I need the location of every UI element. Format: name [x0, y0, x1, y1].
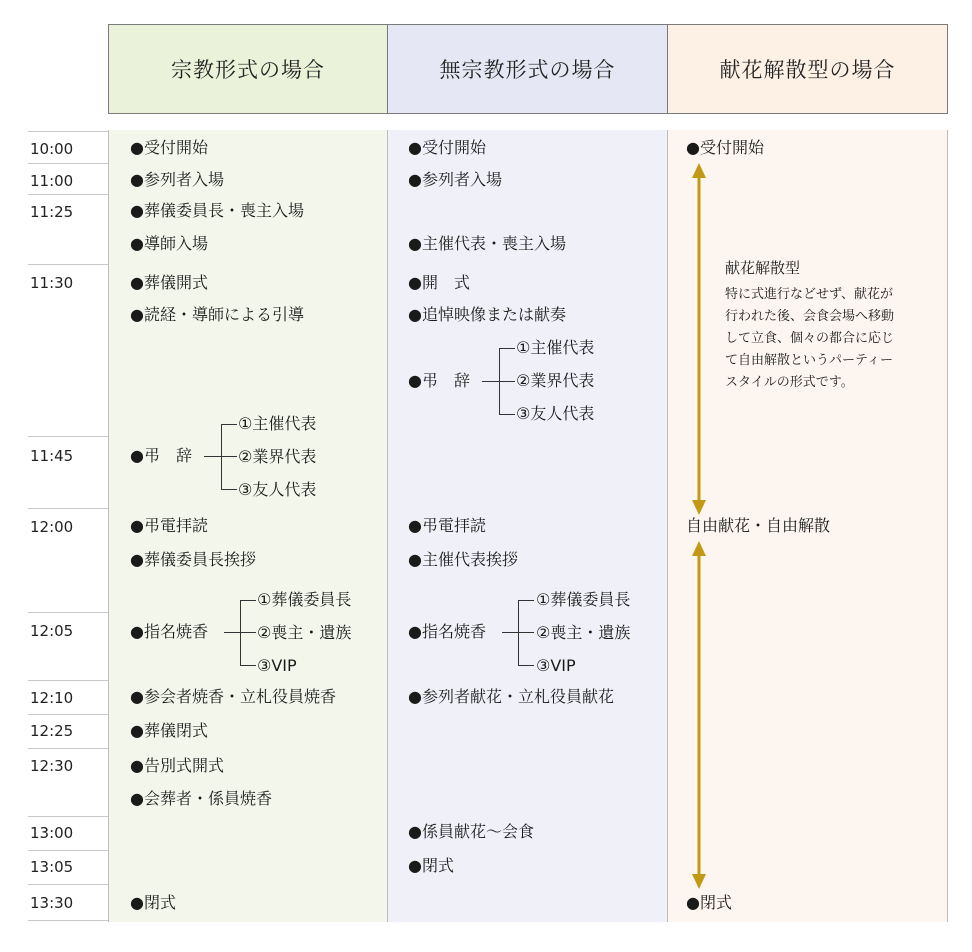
non-religious-incense-sub: ①葬儀委員長: [536, 590, 631, 609]
religious-item: ●読経・導師による引導: [130, 305, 304, 324]
bracket-line: [221, 489, 237, 490]
non-religious-incense-sub: ③VIP: [536, 656, 576, 675]
time-divider: [28, 163, 108, 164]
flower-middle: 自由献花・自由解散: [686, 516, 831, 535]
flower-end: ●閉式: [686, 893, 732, 912]
religious-condolence: ●弔 辞: [130, 446, 192, 465]
time-label: 12:25: [30, 722, 74, 740]
flower-note-title: 献花解散型: [725, 259, 801, 277]
non-religious-item: ●閉式: [408, 856, 454, 875]
religious-item: ●導師入場: [130, 234, 208, 253]
time-divider: [28, 920, 108, 921]
religious-item: ●参列者入場: [130, 170, 224, 189]
religious-incense: ●指名焼香: [130, 622, 208, 641]
religious-item: ●参会者焼香・立札役員焼香: [130, 687, 336, 706]
time-divider: [28, 680, 108, 681]
time-divider: [28, 508, 108, 509]
time-label: 13:30: [30, 894, 74, 912]
bracket-line: [502, 632, 518, 633]
time-label: 11:00: [30, 172, 74, 190]
header-religious: [108, 24, 388, 114]
time-label: 10:00: [30, 140, 74, 158]
header-religious-label: 宗教形式の場合: [171, 58, 325, 82]
non-religious-item: ●開 式: [408, 273, 470, 292]
non-religious-condolence: ●弔 辞: [408, 371, 470, 390]
bracket-line: [240, 600, 256, 601]
time-divider: [28, 194, 108, 195]
religious-item: ●葬儀閉式: [130, 721, 208, 740]
religious-item: ●葬儀委員長・喪主入場: [130, 201, 304, 220]
flower-start: ●受付開始: [686, 138, 764, 157]
time-label: 11:25: [30, 203, 74, 221]
bracket-line: [240, 665, 256, 666]
religious-item: ●弔電拝読: [130, 516, 208, 535]
non-religious-item: ●参列者献花・立札役員献花: [408, 687, 614, 706]
flower-note-line: て自由解散というパーティー: [725, 353, 893, 368]
religious-condolence-sub: ③友人代表: [238, 480, 317, 499]
non-religious-condolence-sub: ①主催代表: [516, 338, 595, 357]
time-label: 13:00: [30, 824, 74, 842]
non-religious-condolence-sub: ②業界代表: [516, 371, 595, 390]
header-flower-label: 献花解散型の場合: [719, 58, 896, 82]
time-divider: [28, 131, 108, 132]
time-divider: [28, 612, 108, 613]
non-religious-condolence-sub: ③友人代表: [516, 404, 595, 423]
bracket-line: [518, 600, 534, 601]
non-religious-item: ●追悼映像または献奏: [408, 305, 566, 324]
bracket-line: [499, 381, 515, 382]
column-divider: [387, 130, 388, 922]
bracket-line: [499, 348, 515, 349]
header-non-religious: [387, 24, 668, 114]
bracket-line: [518, 665, 534, 666]
bracket-line: [518, 632, 534, 633]
time-label: 13:05: [30, 858, 74, 876]
bracket-line: [221, 456, 237, 457]
time-label: 11:45: [30, 447, 74, 465]
flower-note-line: して立食、個々の都合に応じ: [725, 331, 895, 346]
religious-incense-sub: ②喪主・遺族: [257, 623, 352, 642]
header-non-religious-label: 無宗教形式の場合: [439, 58, 616, 82]
time-divider: [28, 714, 108, 715]
timeline-arrow-top: [688, 163, 710, 515]
non-religious-item: ●受付開始: [408, 138, 486, 157]
time-label: 11:30: [30, 274, 74, 292]
religious-incense-sub: ③VIP: [257, 656, 297, 675]
time-divider: [28, 264, 108, 265]
religious-item: ●葬儀委員長挨拶: [130, 550, 256, 569]
non-religious-incense: ●指名焼香: [408, 622, 486, 641]
bracket-line: [204, 456, 221, 457]
non-religious-item: ●参列者入場: [408, 170, 502, 189]
timeline-arrow-bottom: [688, 541, 710, 889]
time-divider: [28, 436, 108, 437]
bracket-line: [482, 381, 499, 382]
column-divider: [667, 130, 668, 922]
time-label: 12:05: [30, 622, 74, 640]
time-divider: [28, 850, 108, 851]
non-religious-item: ●弔電拝読: [408, 516, 486, 535]
bracket-line: [224, 632, 240, 633]
religious-item: ●告別式開式: [130, 756, 224, 775]
bracket-line: [221, 424, 237, 425]
non-religious-item: ●係員献花～会食: [408, 822, 534, 841]
flower-note-line: 特に式進行などせず、献花が: [725, 287, 893, 302]
time-divider: [28, 816, 108, 817]
religious-item: ●会葬者・係員焼香: [130, 789, 272, 808]
religious-item: ●閉式: [130, 893, 176, 912]
time-label: 12:00: [30, 518, 74, 536]
time-divider: [28, 884, 108, 885]
non-religious-item: ●主催代表挨拶: [408, 550, 518, 569]
religious-item: ●葬儀開式: [130, 273, 208, 292]
bracket-line: [240, 632, 256, 633]
column-divider: [108, 130, 109, 922]
religious-item: ●受付開始: [130, 138, 208, 157]
non-religious-incense-sub: ②喪主・遺族: [536, 623, 631, 642]
header-flower: [667, 24, 948, 114]
non-religious-item: ●主催代表・喪主入場: [408, 234, 566, 253]
religious-condolence-sub: ②業界代表: [238, 447, 317, 466]
flower-note-line: 行われた後、会食会場へ移動: [725, 309, 895, 324]
flower-note-line: スタイルの形式です。: [725, 375, 854, 390]
religious-incense-sub: ①葬儀委員長: [257, 590, 352, 609]
time-divider: [28, 748, 108, 749]
religious-condolence-sub: ①主催代表: [238, 414, 317, 433]
time-label: 12:10: [30, 689, 74, 707]
column-divider: [947, 130, 948, 922]
time-label: 12:30: [30, 757, 74, 775]
bracket-line: [499, 414, 515, 415]
